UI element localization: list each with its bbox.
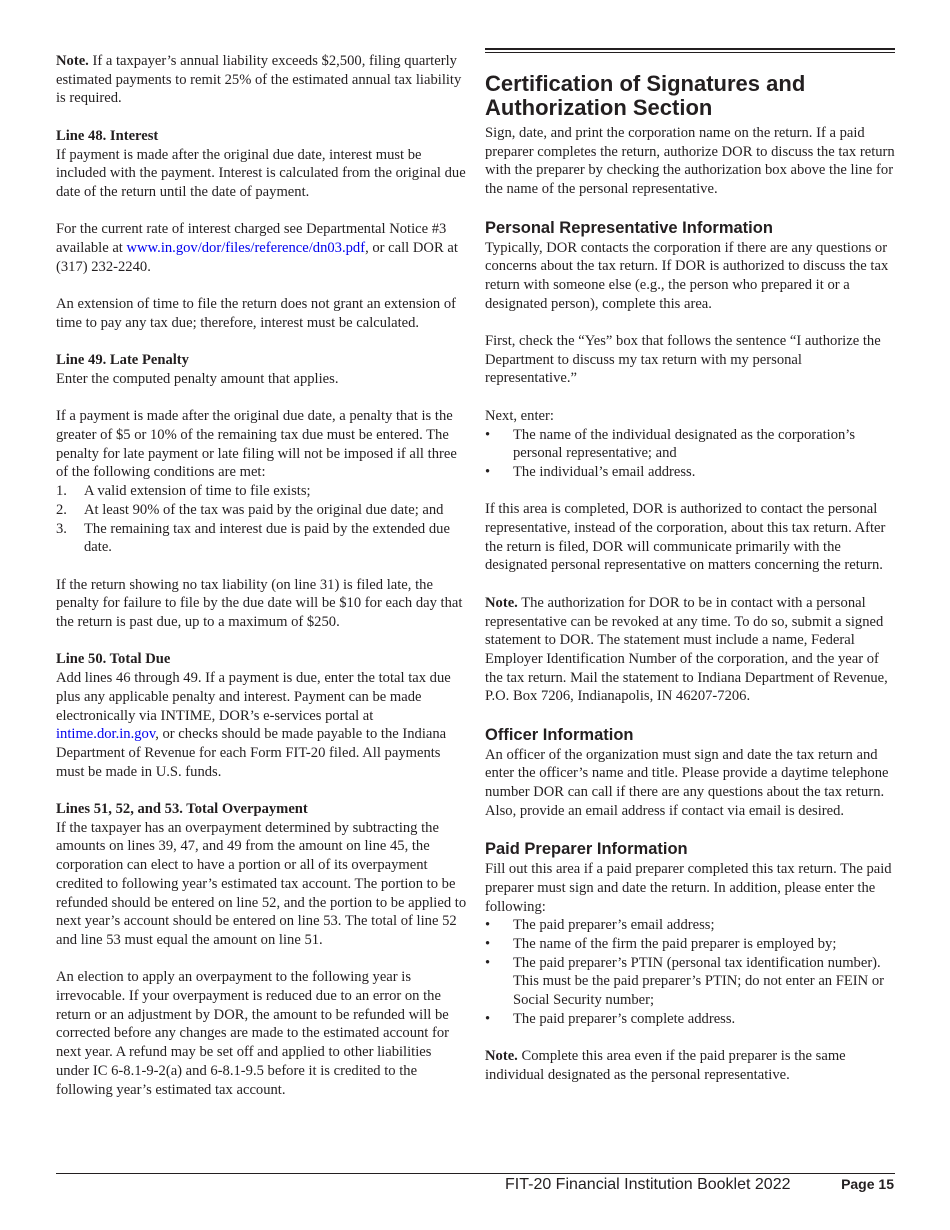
- line50-text: Add lines 46 through 49. If a payment is due, enter the total tax due plus any applicable penalty and interest. Payment can be made electronically via INTIME, DOR’s e-services portal at: [56, 670, 451, 724]
- list-item-text: At least 90% of the tax was paid by the original due date; and: [84, 501, 444, 518]
- list-item-text: The paid preparer’s email address;: [513, 917, 715, 934]
- list-item-text: The individual’s email address.: [513, 463, 696, 480]
- list-item: [485, 954, 895, 1010]
- note-text: Complete this area even if the paid preparer is the same individual designated as the personal representative.: [485, 1048, 846, 1083]
- officer-paragraph: An officer of the organization must sign and date the tax return and enter the officer’s name and title. Please provide a daytime telephone number DOR can call if there are any questions about the tax return. Also, provide an email address if contact via email is desired.: [485, 746, 889, 819]
- bullet-icon: •: [485, 463, 491, 480]
- interest-rate-paragraph: [56, 220, 468, 276]
- list-item-text: The remaining tax and interest due is paid by the extended due date.: [84, 520, 450, 556]
- list-item: [485, 463, 895, 482]
- extension-paragraph: An extension of time to file the return does not grant an extension of time to pay any tax due; therefore, interest must be calculated.: [56, 296, 457, 331]
- line49-title: Line 49. Late Penalty: [56, 352, 189, 369]
- line51-text: If the taxpayer has an overpayment determined by subtracting the amounts on lines 39, 47, and 49 from the amount on line 45, the corporation can elect to have a portion or all of its overpayment credited to following year’s estimated tax account. The portion to be refunded should be entered on line 52, and the portion to be applied to next year’s account should be entered on line 53. The total of line 52 and line 53 must equal the amount on line 51.: [56, 819, 467, 948]
- list-number: 1.: [56, 483, 67, 500]
- list-item: [485, 935, 895, 954]
- bullet-icon: •: [485, 936, 491, 953]
- line51-section: [56, 800, 468, 950]
- revocation-note: [485, 594, 895, 706]
- list-item: [56, 482, 468, 501]
- right-column: [485, 52, 895, 1103]
- quarterly-note: [56, 52, 468, 108]
- list-item: [485, 916, 895, 935]
- certification-intro: Sign, date, and print the corporation name on the return. If a paid preparer completes the return, authorize DOR to discuss the tax return with the preparer by checking the authorization box above the line for the name of the personal representative.: [485, 125, 895, 198]
- personal-rep-paragraph: Typically, DOR contacts the corporation if there are any questions or concerns about the tax return. If DOR is authorized to discuss the tax return with someone else (e.g., the person who prepared it or a designated person), complete this area.: [485, 239, 889, 312]
- list-item-text: The paid preparer’s complete address.: [513, 1010, 736, 1027]
- bullet-icon: •: [485, 954, 491, 971]
- page-number: Page 15: [841, 1176, 894, 1192]
- footer-booklet-title: FIT-20 Financial Institution Booklet 2022: [505, 1176, 791, 1193]
- note-label: Note.: [485, 1048, 518, 1065]
- list-item: [485, 1010, 895, 1029]
- section-top-rule: [485, 48, 895, 50]
- late-filing-paragraph: If the return showing no tax liability (on line 31) is filed late, the penalty for failure to file by the due date will be $10 for each day that the return is past due, up to a maximum of $250.: [56, 576, 463, 630]
- list-item-text: The name of the firm the paid preparer is employed by;: [513, 936, 837, 953]
- line50-title: Line 50. Total Due: [56, 651, 171, 668]
- interest-rate-text-end: , or call DOR at (317) 232-2240.: [56, 240, 458, 275]
- list-item-text: A valid extension of time to file exists;: [84, 483, 311, 500]
- list-item: [485, 426, 895, 463]
- line49-section: [56, 351, 468, 388]
- preparer-note: [485, 1047, 895, 1084]
- contact-paragraph: If this area is completed, DOR is authorized to contact the personal representative, instead of the corporation, about this tax return. After the return is filed, DOR will communicate primarily with the designated personal representative on matters concerning the return.: [485, 501, 886, 574]
- note-text: If a taxpayer’s annual liability exceeds $2,500, filing quarterly estimated payments to remit 25% of the estimated annual tax liability is required.: [56, 53, 462, 107]
- section-title: Certification of Signatures and Authorization Section: [485, 71, 806, 120]
- preparer-heading: Paid Preparer Information: [485, 840, 688, 859]
- list-item-text: The paid preparer’s PTIN (personal tax identification number). This must be the paid preparer’s PTIN; do not enter an FEIN or Social Security number;: [513, 954, 884, 1009]
- note-text: The authorization for DOR to be in contact with a personal representative can be revoked at any time. To do so, submit a signed statement to DOR. The statement must include a name, Federal Employer Identification Number of the corporation, and the year of the tax return. Mail the statement to Indiana Department of Revenue, P.O. Box 7206, Indianapolis, IN 46207-7206.: [485, 594, 888, 705]
- line48-text: If payment is made after the original due date, interest must be included with the payment. Interest is calculated from the original due date of the return until the date of payment.: [56, 146, 466, 200]
- line48-section: [56, 127, 468, 202]
- list-item-text: The name of the individual designated as the corporation’s personal representative; and: [513, 426, 856, 462]
- dn03-link[interactable]: www.in.gov/dor/files/reference/dn03.pdf: [126, 240, 366, 256]
- election-paragraph: An election to apply an overpayment to the following year is irrevocable. If your overpayment is reduced due to an error on the return or an adjustment by DOR, the amount to be refunded will be corrected before any changes are made to the estimated account for next year. A refund may be set off and applied to other liabilities under IC 6-8.1-9-2(a) and 6-8.1-9.5 before it is credited to the following year’s estimated tax account.: [56, 969, 450, 1098]
- bullet-icon: •: [485, 1010, 491, 1027]
- penalty-paragraph: If a payment is made after the original due date, a penalty that is the greater of $5 or 10% of the remaining tax due must be entered. The penalty for late payment or late filing will not be imposed if all three of the following conditions are met:: [56, 408, 457, 481]
- left-column: [56, 52, 468, 1118]
- next-enter-label: Next, enter:: [485, 407, 554, 424]
- authorize-paragraph: First, check the “Yes” box that follows the sentence “I authorize the Department to discuss my tax return with my personal representative.”: [485, 333, 881, 387]
- list-number: 3.: [56, 520, 67, 537]
- line49-text: Enter the computed penalty amount that applies.: [56, 370, 339, 387]
- preparer-list: [485, 916, 895, 1028]
- list-number: 2.: [56, 501, 67, 518]
- intime-link[interactable]: intime.dor.in.gov: [56, 726, 156, 743]
- list-item: [56, 501, 468, 520]
- penalty-conditions-list: [56, 482, 468, 557]
- list-item: [56, 520, 468, 557]
- note-label: Note.: [56, 53, 89, 69]
- bullet-icon: •: [485, 917, 491, 934]
- personal-rep-heading: Personal Representative Information: [485, 218, 773, 237]
- note-label: Note.: [485, 594, 518, 611]
- personal-rep-list: [485, 426, 895, 482]
- line48-title: Line 48. Interest: [56, 127, 159, 144]
- line51-title: Lines 51, 52, and 53. Total Overpayment: [56, 801, 308, 817]
- footer-rule: [56, 1173, 895, 1174]
- preparer-paragraph: Fill out this area if a paid preparer completed this tax return. The paid preparer must sign and date the return. In addition, please enter the following:: [485, 861, 892, 915]
- interest-rate-text: For the current rate of interest charged see Departmental Notice #3 available at: [56, 221, 447, 256]
- line50-text-end: , or checks should be made payable to the Indiana Department of Revenue for each Form FIT-20 filed. All payments must be made in U.S. funds.: [56, 726, 447, 780]
- officer-heading: Officer Information: [485, 725, 634, 744]
- line50-section: [56, 650, 468, 781]
- bullet-icon: •: [485, 426, 491, 443]
